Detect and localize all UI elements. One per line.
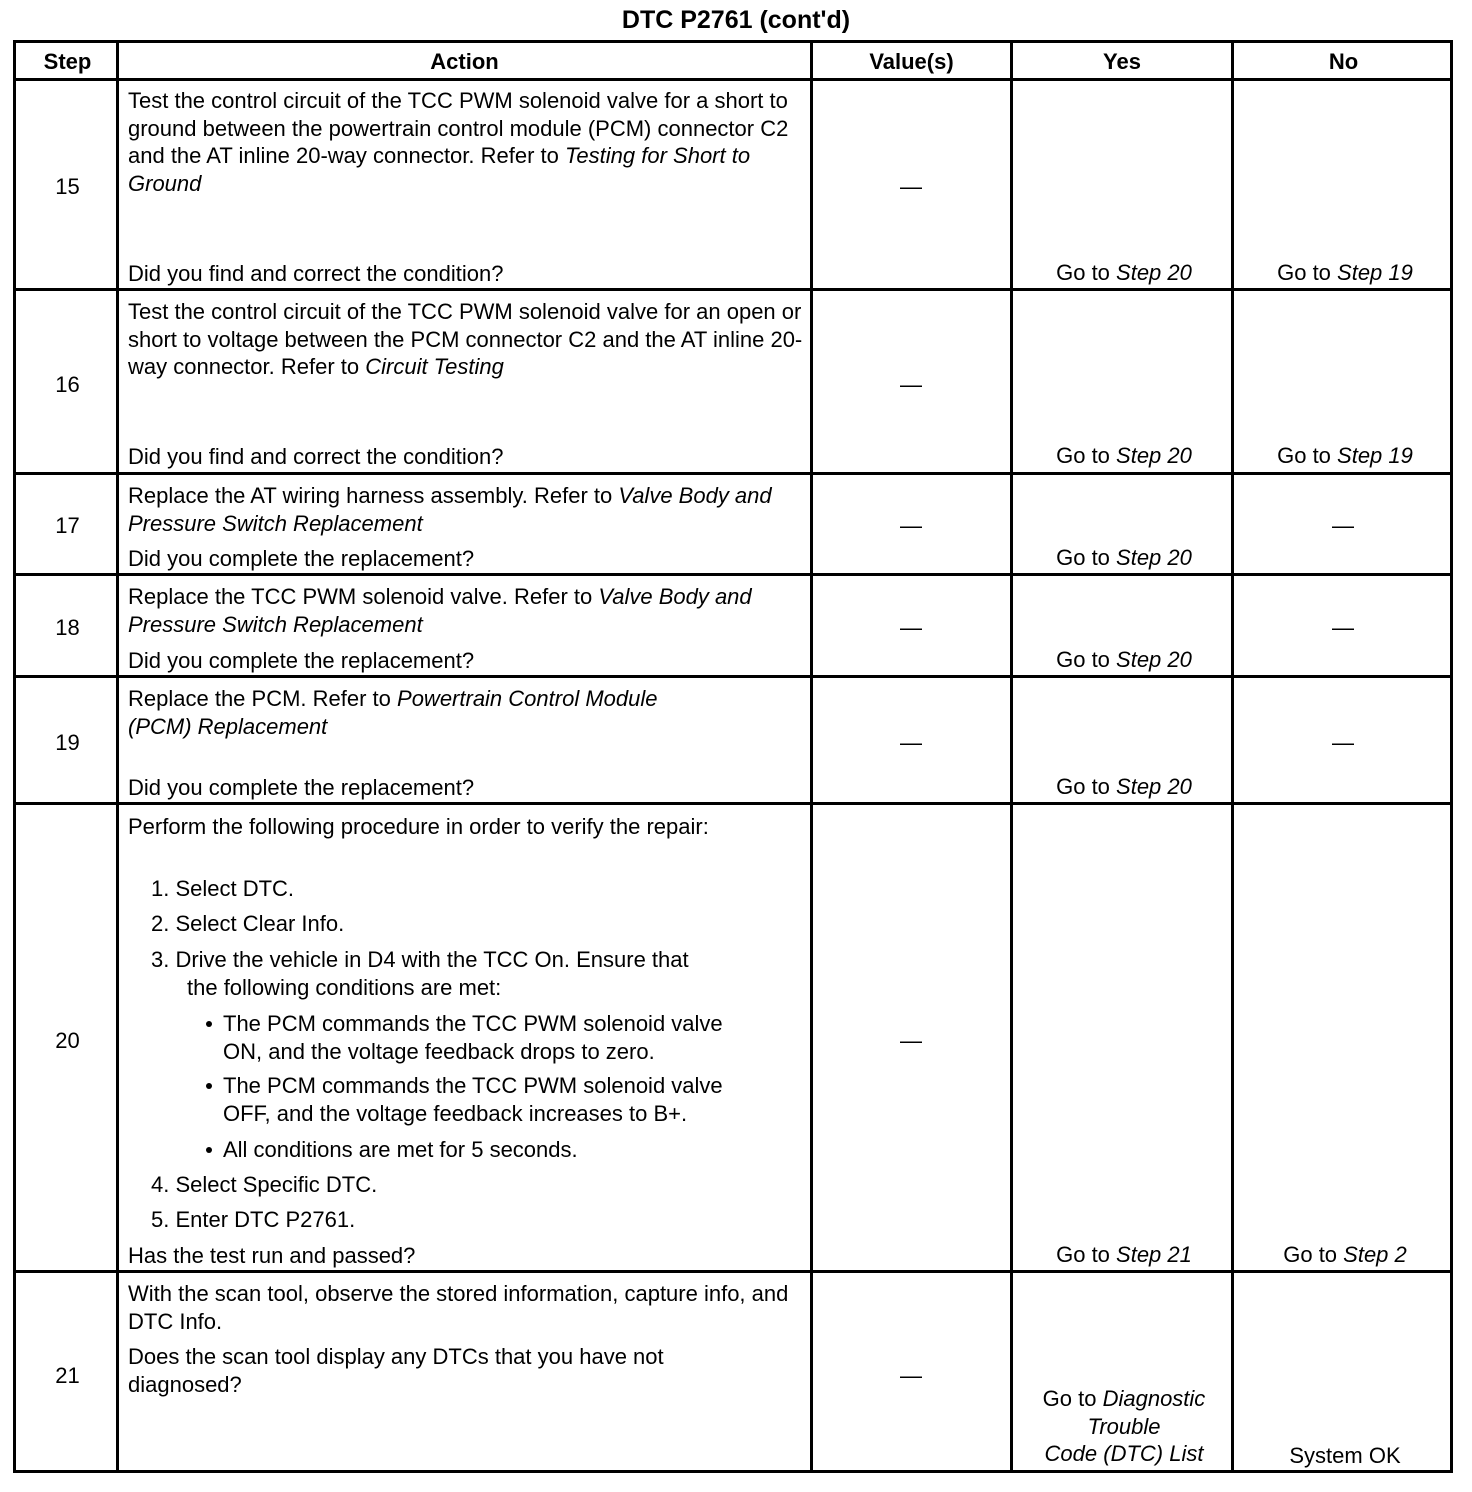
row-divider [16, 573, 1450, 576]
yes-action[interactable]: Go to Diagnostic Trouble Code (DTC) List [1042, 1386, 1206, 1466]
yes-action[interactable]: Go to Step 20 [1056, 545, 1192, 570]
row-divider [16, 802, 1450, 805]
yes-action[interactable]: Go to Step 20 [1056, 647, 1192, 672]
action-text: Test the control circuit of the TCC PWM solenoid valve for an open or short to voltage between the PCM connector C2 and the AT inline 20-way connector. Refer to Circuit Testing [128, 299, 803, 379]
header-step: Step [43, 49, 92, 74]
no-action: System OK [1289, 1443, 1401, 1468]
condition-item-cont: OFF, and the voltage feedback increases to B+. [223, 1101, 688, 1126]
no-dash: — [1332, 615, 1354, 640]
step-number: 19 [55, 730, 80, 755]
action-text: Replace the AT wiring harness assembly. Refer to Valve Body and Pressure Switch Replacement [128, 483, 772, 536]
header-values: Value(s) [869, 49, 954, 74]
step-number: 21 [55, 1363, 80, 1388]
no-action[interactable]: Go to Step 19 [1277, 443, 1413, 468]
step-number: 15 [55, 174, 80, 199]
step-number: 18 [55, 615, 80, 640]
no-dash: — [1332, 513, 1354, 538]
row-divider [16, 472, 1450, 475]
reference-link[interactable]: Testing for Short to Ground [128, 143, 751, 196]
header-action: Action [430, 49, 499, 74]
procedure-step: 4. Select Specific DTC. [151, 1172, 378, 1197]
no-action[interactable]: Go to Step 2 [1283, 1242, 1407, 1267]
procedure-step: 3. Drive the vehicle in D4 with the TCC On. Ensure that [151, 947, 689, 972]
condition-item: The PCM commands the TCC PWM solenoid valve [223, 1073, 723, 1098]
question-text: Did you find and correct the condition? [128, 444, 504, 469]
page-title: DTC P2761 (cont'd) [621, 6, 851, 34]
column-divider [810, 43, 813, 1470]
yes-action[interactable]: Go to Step 20 [1056, 443, 1192, 468]
reference-link[interactable]: Circuit Testing [365, 354, 504, 379]
condition-item: The PCM commands the TCC PWM solenoid valve [223, 1011, 723, 1036]
action-text: Replace the PCM. Refer to Powertrain Control Module (PCM) Replacement [128, 686, 658, 739]
action-text: Perform the following procedure in order to verify the repair: [128, 814, 709, 839]
values-dash: — [900, 372, 922, 397]
yes-action[interactable]: Go to Step 20 [1056, 260, 1192, 285]
yes-action[interactable]: Go to Step 20 [1056, 774, 1192, 799]
diagnostic-table [13, 40, 1453, 1473]
values-dash: — [900, 615, 922, 640]
procedure-step: 5. Enter DTC P2761. [151, 1207, 356, 1232]
question-text: Did you complete the replacement? [128, 775, 475, 800]
reference-link[interactable]: Valve Body and Pressure Switch Replacement [128, 483, 772, 536]
step-number: 16 [55, 372, 80, 397]
bullet-icon [206, 1021, 212, 1027]
row-divider [16, 288, 1450, 291]
question-text: Did you find and correct the condition? [128, 261, 504, 286]
values-dash: — [900, 513, 922, 538]
header-yes: Yes [1103, 49, 1141, 74]
column-divider [116, 43, 119, 1470]
action-text: With the scan tool, observe the stored information, capture info, and DTC Info. [128, 1281, 789, 1334]
condition-item: All conditions are met for 5 seconds. [223, 1137, 578, 1162]
question-text: Did you complete the replacement? [128, 546, 475, 571]
header-no: No [1328, 49, 1359, 74]
values-dash: — [900, 730, 922, 755]
procedure-step: 2. Select Clear Info. [151, 911, 345, 936]
question-text: Does the scan tool display any DTCs that you have not diagnosed? [128, 1344, 664, 1397]
values-dash: — [900, 1363, 922, 1388]
action-text: Replace the TCC PWM solenoid valve. Refer to Valve Body and Pressure Switch Replacement [128, 584, 752, 637]
bullet-icon [206, 1083, 212, 1089]
procedure-step-cont: the following conditions are met: [187, 975, 502, 1000]
bullet-icon [206, 1147, 212, 1153]
step-number: 20 [55, 1028, 80, 1053]
action-text: Test the control circuit of the TCC PWM solenoid valve for a short to ground between the powertrain control module (PCM) connector C2 and the AT inline 20-way connector. Refer to Testing for Short to Ground [128, 88, 789, 196]
condition-item-cont: ON, and the voltage feedback drops to zero. [223, 1039, 655, 1064]
no-dash: — [1332, 730, 1354, 755]
values-dash: — [900, 1028, 922, 1053]
question-text: Has the test run and passed? [128, 1243, 416, 1268]
reference-link[interactable]: Valve Body and Pressure Switch Replacement [128, 584, 752, 637]
step-number: 17 [55, 513, 80, 538]
row-divider [16, 675, 1450, 678]
procedure-step: 1. Select DTC. [151, 876, 295, 901]
no-action[interactable]: Go to Step 19 [1277, 260, 1413, 285]
question-text: Did you complete the replacement? [128, 648, 475, 673]
reference-link[interactable]: Powertrain Control Module (PCM) Replacement [128, 686, 658, 739]
values-dash: — [900, 174, 922, 199]
row-divider [16, 1270, 1450, 1273]
yes-action[interactable]: Go to Step 21 [1056, 1242, 1192, 1267]
